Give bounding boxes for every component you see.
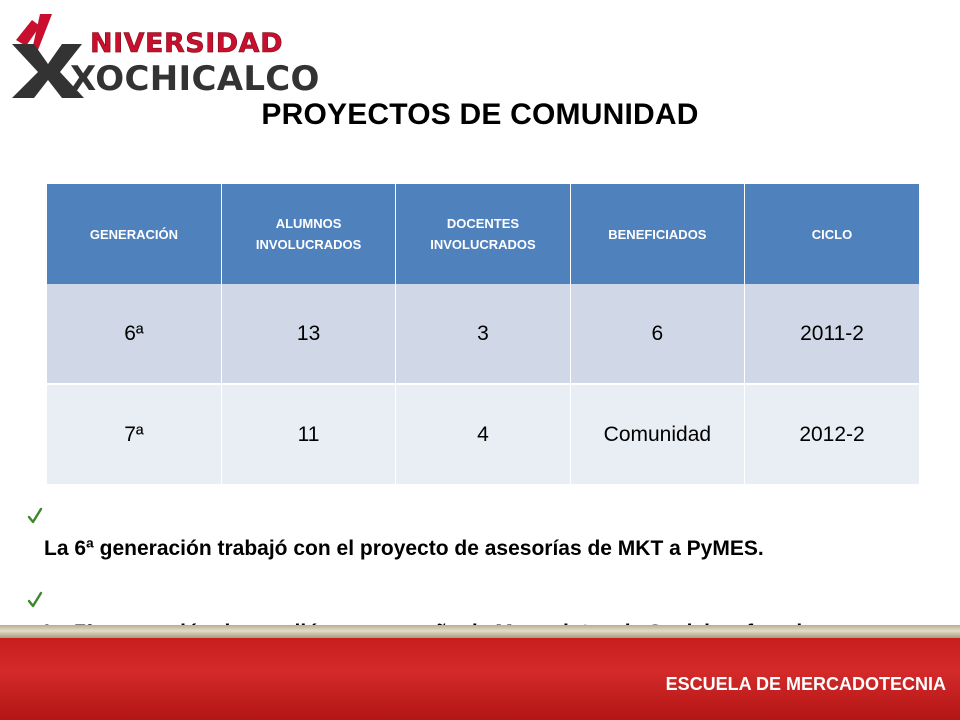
cell-alumnos: 13: [221, 284, 395, 384]
table-row: [47, 284, 919, 384]
decorative-gold-band: [0, 625, 960, 638]
cell-alumnos: 11: [221, 384, 395, 484]
checkmark-icon: [28, 507, 42, 525]
logo-text-bottom: XOCHICALCO: [70, 59, 320, 99]
header-alumnos: ALUMNOS INVOLUCRADOS: [221, 184, 395, 284]
header-docentes: DOCENTES INVOLUCRADOS: [396, 184, 570, 284]
header-beneficiados: BENEFICIADOS: [570, 184, 744, 284]
page-title: PROYECTOS DE COMUNIDAD: [261, 98, 699, 131]
cell-beneficiados: Comunidad: [570, 384, 744, 484]
footer-school-name: ESCUELA DE MERCADOTECNIA: [665, 674, 946, 694]
cell-docentes: 3: [396, 284, 570, 384]
cell-generacion: 6ª: [47, 284, 221, 384]
bullet-text: La 6ª generación trabajó con el proyecto de asesorías de MKT a PyMES.: [44, 537, 764, 560]
logo-text-top: NIVERSIDAD: [90, 28, 283, 59]
university-logo: [10, 12, 320, 99]
cell-ciclo: 2012-2: [745, 384, 919, 484]
cell-ciclo: 2011-2: [745, 284, 919, 384]
header-ciclo: CICLO: [745, 184, 919, 284]
cell-beneficiados: 6: [570, 284, 744, 384]
checkmark-icon: [28, 591, 42, 609]
projects-table: [47, 184, 919, 484]
list-item: [28, 505, 928, 563]
cell-generacion: 7ª: [47, 384, 221, 484]
cell-docentes: 4: [396, 384, 570, 484]
table-header-row: [47, 184, 919, 284]
header-generacion: GENERACIÓN: [47, 184, 221, 284]
table-row: [47, 384, 919, 484]
